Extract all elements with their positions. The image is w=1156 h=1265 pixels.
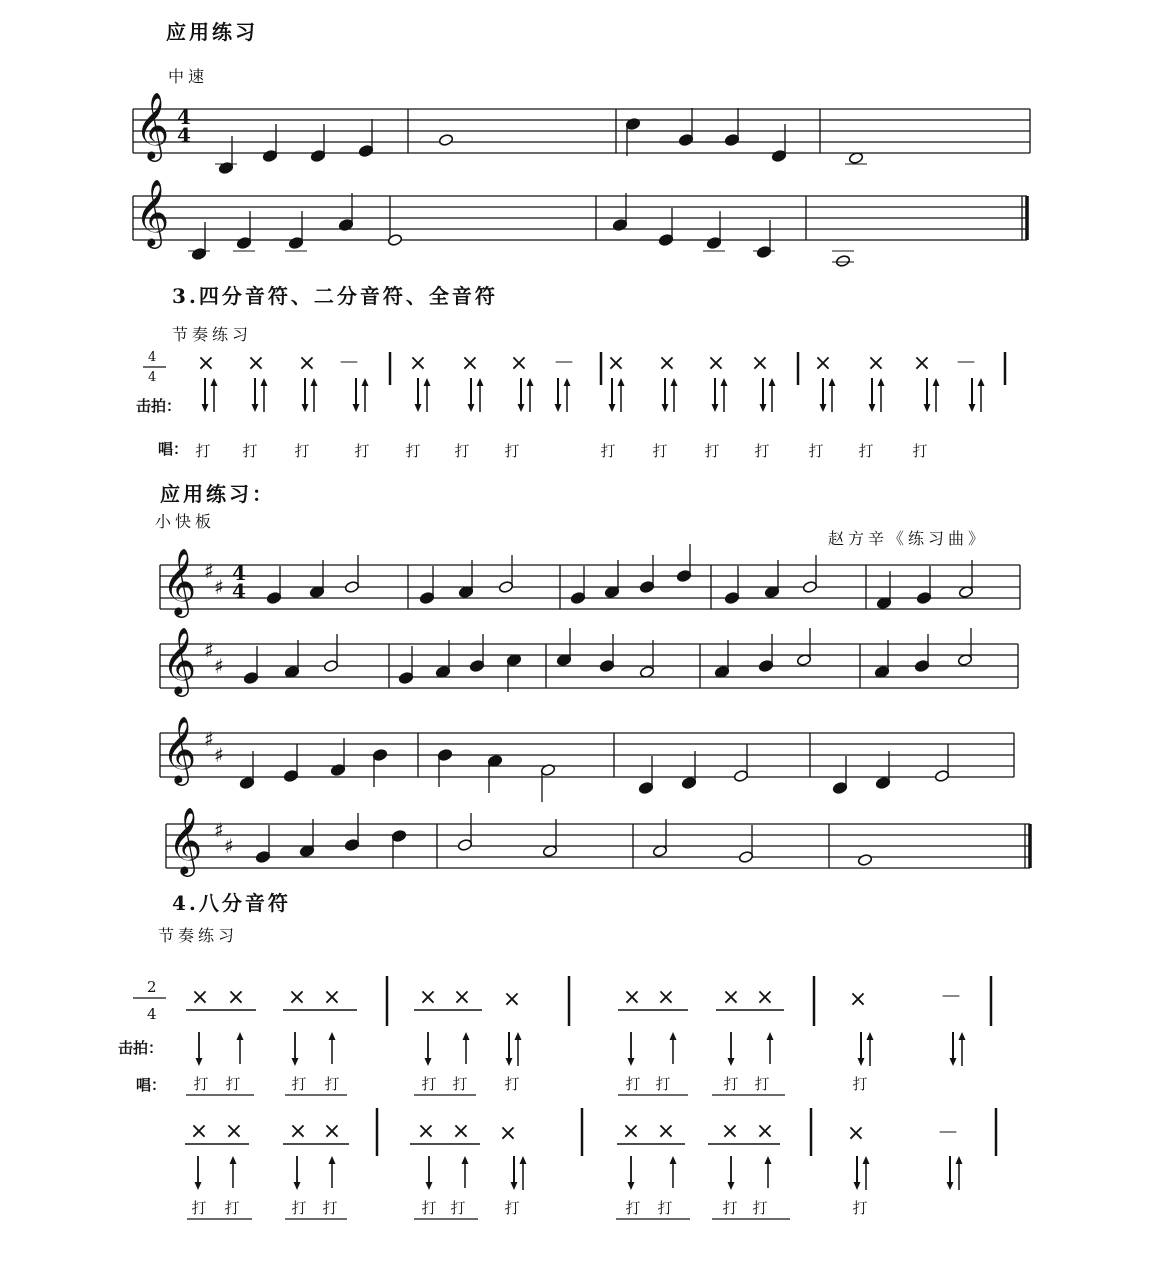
arrow-head <box>858 1058 865 1066</box>
sharp-icon: ♯ <box>204 727 214 751</box>
arrow-head <box>829 378 836 386</box>
arrow-head <box>353 404 360 412</box>
arrow-head <box>671 378 678 386</box>
treble-clef-icon: 𝄞 <box>168 806 203 874</box>
rhythm-note-x: × <box>287 985 307 1010</box>
arrow-head <box>662 404 669 412</box>
sing-syllable: 打 <box>452 1075 468 1093</box>
sharp-icon: ♯ <box>214 654 224 678</box>
rhythm-note-x: × <box>813 351 833 376</box>
rhythm-note-x: × <box>502 987 522 1012</box>
arrow-head <box>511 1182 518 1190</box>
treble-clef-icon: 𝄞 <box>162 626 197 694</box>
rhythm-note-x: × <box>866 351 886 376</box>
rhythm-hold-dash: － <box>936 1121 960 1146</box>
time-sig-top-1: 4 <box>148 350 157 365</box>
arrow-head <box>950 1058 957 1066</box>
rhythm-note-x: × <box>509 351 529 376</box>
arrow-head <box>329 1032 336 1040</box>
arrow-head <box>728 1182 735 1190</box>
arrow-head <box>527 378 534 386</box>
sing-syllable: 打 <box>504 1075 520 1093</box>
sing-syllable: 打 <box>754 442 770 460</box>
rhythm-note-x: × <box>460 351 480 376</box>
sing-syllable: 打 <box>291 1199 307 1217</box>
arrow-head <box>721 378 728 386</box>
arrow-head <box>628 1058 635 1066</box>
rhythm-note-x: × <box>498 1121 518 1146</box>
rhythm-note-x: × <box>322 985 342 1010</box>
sing-syllable: 打 <box>652 442 668 460</box>
arrow-head <box>878 378 885 386</box>
treble-clef-icon: 𝄞 <box>162 715 197 783</box>
arrow-head <box>863 1156 870 1164</box>
arrow-head <box>933 378 940 386</box>
rhythm-note-x: × <box>706 351 726 376</box>
arrow-head <box>520 1156 527 1164</box>
arrow-head <box>415 404 422 412</box>
rhythm-note-x: × <box>416 1119 436 1144</box>
rhythm-note-x: × <box>621 1119 641 1144</box>
arrow-head <box>969 404 976 412</box>
arrow-head <box>854 1182 861 1190</box>
rhythm-note-x: × <box>451 1119 471 1144</box>
arrow-head <box>518 404 525 412</box>
sing-syllable: 打 <box>852 1199 868 1217</box>
arrow-head <box>767 1032 774 1040</box>
rhythm-note-x: × <box>755 1119 775 1144</box>
sing-syllable: 打 <box>405 442 421 460</box>
arrow-head <box>564 378 571 386</box>
arrow-head <box>947 1182 954 1190</box>
sing-label: 唱： <box>158 440 189 458</box>
composer-credit: 赵方辛《练习曲》 <box>828 529 989 548</box>
arrow-head <box>867 1032 874 1040</box>
arrow-head <box>462 1156 469 1164</box>
rhythm-note-x: × <box>657 351 677 376</box>
sing-label-2: 唱： <box>136 1076 167 1094</box>
subtitle-rhythm-practice: 节奏练习 <box>172 325 253 344</box>
rhythm-note-x: × <box>288 1119 308 1144</box>
sharp-icon: ♯ <box>224 834 234 858</box>
rhythm-note-x: × <box>721 985 741 1010</box>
arrow-head <box>202 404 209 412</box>
arrow-head <box>712 404 719 412</box>
note-head <box>857 854 872 867</box>
sing-syllable: 打 <box>808 442 824 460</box>
rhythm-note-x: × <box>452 985 472 1010</box>
arrow-head <box>515 1032 522 1040</box>
arrow-head <box>294 1182 301 1190</box>
sing-syllable: 打 <box>600 442 616 460</box>
sing-syllable: 打 <box>421 1199 437 1217</box>
rhythm-hold-dash: － <box>954 351 978 376</box>
rhythm-note-x: × <box>912 351 932 376</box>
beat-label-2: 击拍： <box>118 1039 164 1057</box>
rhythm-hold-dash: － <box>939 985 963 1010</box>
sing-syllable: 打 <box>242 442 258 460</box>
arrow-head <box>425 1058 432 1066</box>
sing-syllable: 打 <box>450 1199 466 1217</box>
arrow-head <box>424 378 431 386</box>
beat-label: 击拍： <box>136 397 182 415</box>
arrow-head <box>728 1058 735 1066</box>
sing-syllable: 打 <box>504 442 520 460</box>
note-head <box>438 134 453 147</box>
rhythm-note-x: × <box>246 351 266 376</box>
rhythm-note-x: × <box>656 985 676 1010</box>
arrow-head <box>311 378 318 386</box>
treble-clef-icon: 𝄞 <box>135 178 170 246</box>
sing-syllable: 打 <box>454 442 470 460</box>
treble-clef-icon: 𝄞 <box>162 547 197 615</box>
arrow-head <box>760 404 767 412</box>
rhythm-note-x: × <box>750 351 770 376</box>
rhythm-note-x: × <box>226 985 246 1010</box>
rhythm-hold-dash: － <box>552 351 576 376</box>
rhythm-note-x: × <box>322 1119 342 1144</box>
sharp-icon: ♯ <box>204 559 214 583</box>
arrow-head <box>628 1182 635 1190</box>
rhythm-hold-dash: － <box>337 351 361 376</box>
arrow-head <box>978 378 985 386</box>
time-signature-digit: 4 <box>232 579 246 603</box>
rhythm-note-x: × <box>408 351 428 376</box>
arrow-head <box>195 1182 202 1190</box>
sing-syllable: 打 <box>191 1199 207 1217</box>
sharp-icon: ♯ <box>214 818 224 842</box>
rhythm-note-x: × <box>720 1119 740 1144</box>
sing-syllable: 打 <box>294 442 310 460</box>
time-sig-bottom-2: 4 <box>147 1005 157 1023</box>
sing-syllable: 打 <box>322 1199 338 1217</box>
sing-syllable: 打 <box>625 1199 641 1217</box>
sing-syllable: 打 <box>852 1075 868 1093</box>
arrow-head <box>230 1156 237 1164</box>
section-title-eighth-notes: 4.八分音符 <box>172 891 291 915</box>
sing-syllable: 打 <box>752 1199 768 1217</box>
arrow-head <box>820 404 827 412</box>
sharp-icon: ♯ <box>214 575 224 599</box>
tempo-marking-moderate: 中速 <box>168 67 209 86</box>
sing-syllable: 打 <box>354 442 370 460</box>
rhythm-note-x: × <box>196 351 216 376</box>
rhythm-note-x: × <box>224 1119 244 1144</box>
time-sig-top-2: 2 <box>147 978 157 996</box>
sing-syllable: 打 <box>195 442 211 460</box>
section-title-quarter-half-whole: 3.四分音符、二分音符、全音符 <box>172 284 498 308</box>
arrow-head <box>196 1058 203 1066</box>
arrow-head <box>959 1032 966 1040</box>
arrow-head <box>956 1156 963 1164</box>
arrow-head <box>869 404 876 412</box>
sing-syllable: 打 <box>657 1199 673 1217</box>
arrow-head <box>609 404 616 412</box>
rhythm-note-x: × <box>418 985 438 1010</box>
rhythm-note-x: × <box>606 351 626 376</box>
rhythm-note-x: × <box>846 1121 866 1146</box>
sing-syllable: 打 <box>722 1199 738 1217</box>
sing-syllable: 打 <box>912 442 928 460</box>
arrow-head <box>426 1182 433 1190</box>
arrow-head <box>506 1058 513 1066</box>
subtitle-rhythm-practice-2: 节奏练习 <box>158 926 239 945</box>
time-signature-digit: 4 <box>177 105 191 129</box>
arrow-head <box>670 1156 677 1164</box>
time-sig-bottom-1: 4 <box>148 370 157 385</box>
treble-clef-icon: 𝄞 <box>135 91 170 159</box>
arrow-head <box>765 1156 772 1164</box>
arrow-head <box>252 404 259 412</box>
arrow-head <box>302 404 309 412</box>
section-title-application: 应用练习 <box>166 20 258 44</box>
sing-syllable: 打 <box>754 1075 770 1093</box>
section-title-application-2: 应用练习： <box>160 482 275 506</box>
sing-syllable: 打 <box>224 1199 240 1217</box>
tempo-marking-allegretto: 小快板 <box>155 512 216 531</box>
arrow-head <box>618 378 625 386</box>
sing-syllable: 打 <box>291 1075 307 1093</box>
sing-syllable: 打 <box>858 442 874 460</box>
arrow-head <box>292 1058 299 1066</box>
time-signature-digit: 4 <box>232 561 246 585</box>
rhythm-note-x: × <box>297 351 317 376</box>
rhythm-note-x: × <box>848 987 868 1012</box>
rhythm-note-x: × <box>656 1119 676 1144</box>
arrow-head <box>261 378 268 386</box>
arrow-head <box>468 404 475 412</box>
sing-syllable: 打 <box>723 1075 739 1093</box>
sing-syllable: 打 <box>193 1075 209 1093</box>
sing-syllable: 打 <box>655 1075 671 1093</box>
sing-syllable: 打 <box>225 1075 241 1093</box>
arrow-head <box>670 1032 677 1040</box>
rhythm-note-x: × <box>755 985 775 1010</box>
arrow-head <box>329 1156 336 1164</box>
sing-syllable: 打 <box>324 1075 340 1093</box>
sing-syllable: 打 <box>504 1199 520 1217</box>
arrow-head <box>211 378 218 386</box>
rhythm-note-x: × <box>189 1119 209 1144</box>
arrow-head <box>769 378 776 386</box>
arrow-head <box>477 378 484 386</box>
sing-syllable: 打 <box>421 1075 437 1093</box>
arrow-head <box>924 404 931 412</box>
arrow-head <box>362 378 369 386</box>
sing-syllable: 打 <box>704 442 720 460</box>
arrow-head <box>237 1032 244 1040</box>
arrow-head <box>463 1032 470 1040</box>
sharp-icon: ♯ <box>204 638 214 662</box>
sing-syllable: 打 <box>625 1075 641 1093</box>
arrow-head <box>555 404 562 412</box>
note-head <box>835 255 850 268</box>
sharp-icon: ♯ <box>214 743 224 767</box>
rhythm-note-x: × <box>622 985 642 1010</box>
time-signature-digit: 4 <box>177 123 191 147</box>
rhythm-note-x: × <box>190 985 210 1010</box>
